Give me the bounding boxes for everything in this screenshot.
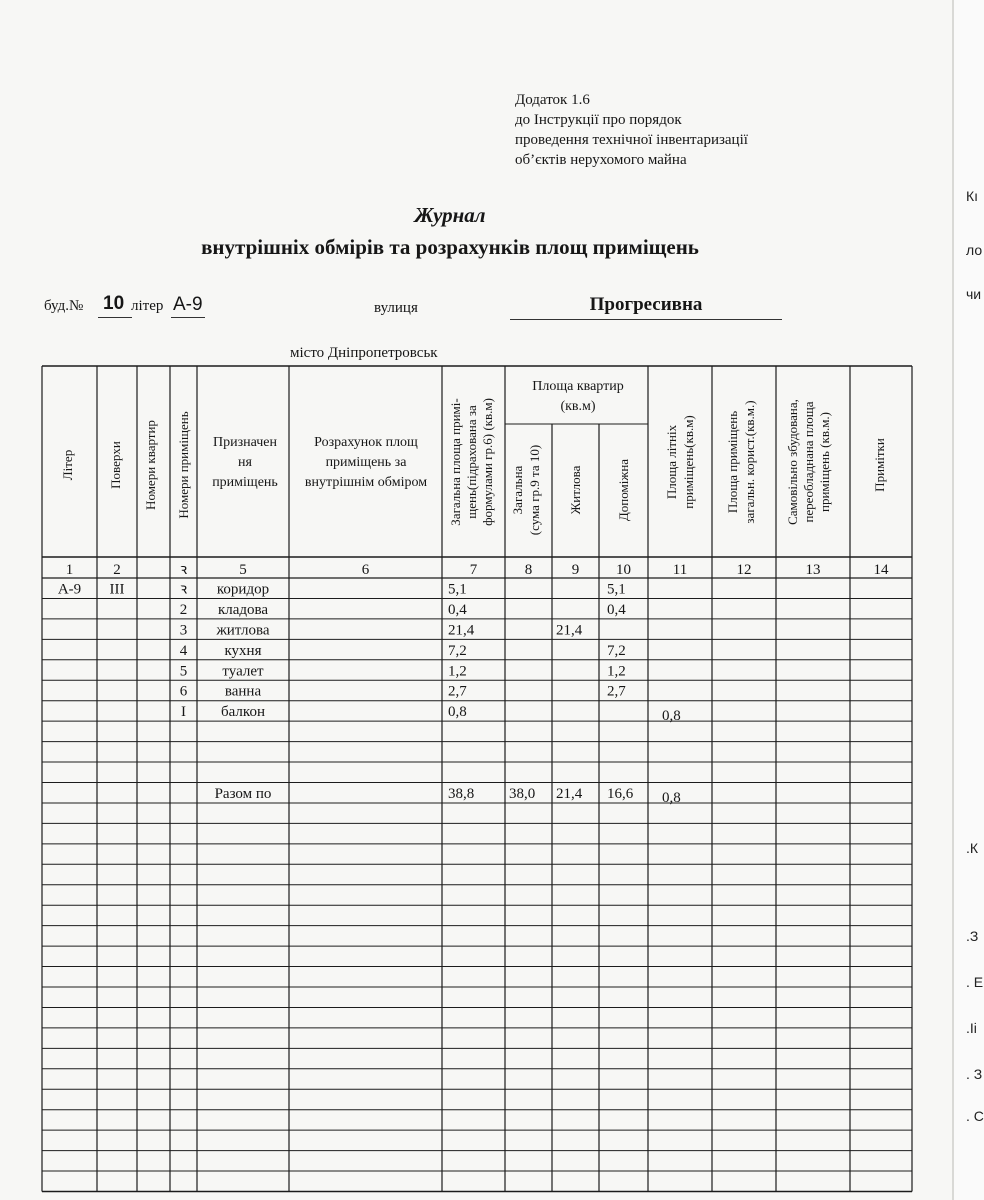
header-floors: Поверхи — [108, 441, 123, 489]
street-value: Прогресивна — [589, 294, 703, 315]
street-label: вулиця — [374, 300, 418, 316]
edge-fragment-text: ло — [966, 242, 983, 258]
column-number: 9 — [571, 562, 580, 578]
header-purpose: приміщень — [212, 475, 278, 490]
cell-purpose: Разом по — [214, 785, 272, 802]
cell-total-area: 5,1 — [448, 581, 467, 598]
cell-apartment-total: 38,0 — [509, 785, 536, 802]
cell-total-area: 1,2 — [448, 663, 467, 680]
cell-room-number: 6 — [179, 683, 188, 700]
appendix-line: Додаток 1.6 — [515, 92, 590, 108]
column-number: ꝛ — [179, 562, 188, 578]
header-apartment-numbers: Номери квартир — [143, 420, 158, 510]
cell-total-area: 21,4 — [448, 622, 475, 639]
cell-purpose: ванна — [224, 683, 262, 700]
column-number: 7 — [469, 562, 478, 578]
column-number: 10 — [616, 562, 631, 578]
building-label: буд.№ — [44, 298, 84, 314]
cell-room-number: ꝛ — [179, 581, 188, 598]
document-subtitle: внутрішніх обмірів та розрахунків площ приміщень — [201, 235, 699, 259]
header-summer-area: приміщень(кв.м) — [681, 415, 696, 509]
header-purpose: ня — [238, 455, 252, 470]
header-calculation: Розрахунок площ — [314, 435, 418, 450]
header-apartment-total: (сума гр.9 та 10) — [527, 444, 542, 536]
cell-auxiliary-area: 1,2 — [607, 663, 626, 680]
edge-fragment-text: Кı — [966, 188, 979, 204]
header-apartment-area: (кв.м) — [560, 399, 596, 414]
edge-fragment-text: .Іі — [966, 1020, 977, 1036]
cell-auxiliary-area: 5,1 — [607, 581, 626, 598]
cell-living-area: 21,4 — [556, 622, 583, 639]
cell-summer-area: 0,8 — [662, 708, 681, 725]
cell-purpose: кухня — [224, 642, 262, 659]
cell-auxiliary-area: 2,7 — [607, 683, 626, 700]
header-liter: Літер — [60, 449, 75, 481]
cell-total-area: 0,4 — [448, 601, 467, 618]
edge-fragment-text: . Е — [966, 974, 984, 990]
column-number: 5 — [239, 562, 247, 578]
cell-living-area: 21,4 — [556, 785, 583, 802]
appendix-line: до Інструкції про порядок — [515, 112, 682, 128]
header-common-area: Площа приміщень — [725, 410, 740, 514]
cell-room-number: 4 — [179, 642, 188, 659]
appendix-line: проведення технічної інвентаризації — [515, 132, 748, 148]
city-label: місто Дніпропетровськ — [290, 345, 438, 361]
cell-total-area: 38,8 — [448, 785, 475, 802]
header-purpose: Призначен — [212, 435, 278, 450]
cell-liter: А-9 — [57, 581, 82, 598]
column-number: 8 — [524, 562, 533, 578]
header-room-numbers: Номери приміщень — [176, 411, 191, 519]
header-self-built: приміщень (кв.м.) — [817, 411, 832, 513]
header-apartment-total: Загальна — [510, 465, 525, 515]
header-total-area: щень(підрахована за — [464, 405, 479, 519]
edge-fragment-text: . З — [966, 1066, 983, 1082]
column-number: 6 — [361, 562, 370, 578]
table-cells — [58, 581, 681, 806]
header-self-built: Самовільно збудована, — [785, 399, 800, 525]
header-summer-area: Площа літніх — [664, 424, 679, 500]
header-calculation: внутрішнім обміром — [304, 475, 428, 490]
document-title: Журнал — [414, 203, 486, 227]
header-living: Житлова — [568, 465, 583, 515]
column-number: 14 — [873, 562, 889, 578]
header-apartment-area: Площа квартир — [532, 379, 624, 394]
cell-room-number: 3 — [179, 622, 188, 639]
header-common-area: загальн. корист.(кв.м.) — [742, 400, 757, 524]
cell-purpose: балкон — [221, 704, 265, 721]
cell-purpose: кладова — [217, 601, 269, 618]
header-notes: Примітки — [872, 438, 887, 492]
cell-summer-area: 0,8 — [662, 789, 681, 806]
letter-label: літер — [131, 298, 164, 314]
column-number: 12 — [736, 562, 752, 578]
cell-auxiliary-area: 0,4 — [607, 601, 626, 618]
cell-purpose: туалет — [222, 663, 264, 680]
edge-fragment-text: чи — [966, 286, 982, 302]
cell-room-number: 5 — [179, 663, 188, 680]
edge-fragment-text: .К — [966, 840, 979, 856]
header-calculation: приміщень за — [325, 455, 407, 470]
column-number: 11 — [672, 562, 688, 578]
edge-fragment-text: . С — [966, 1108, 984, 1124]
column-numbers — [66, 562, 889, 578]
cell-purpose: житлова — [216, 622, 270, 639]
header-total-area: Загальна площа примі- — [448, 398, 463, 526]
cell-total-area: 2,7 — [448, 683, 467, 700]
building-number: 10 — [103, 293, 125, 314]
header-self-built: переобладнана площа — [801, 401, 816, 523]
cell-auxiliary-area: 7,2 — [607, 642, 626, 659]
column-number: 1 — [65, 562, 74, 578]
header-auxiliary: Допоміжна — [616, 458, 631, 522]
cell-room-number: 2 — [179, 601, 188, 618]
cell-floor: III — [109, 581, 125, 598]
column-number: 2 — [113, 562, 121, 578]
cell-total-area: 7,2 — [448, 642, 467, 659]
appendix-line: об’єктів нерухомого майна — [515, 152, 687, 168]
cell-room-number: I — [181, 704, 186, 721]
cell-auxiliary-area: 16,6 — [607, 785, 634, 802]
letter-value: А-9 — [173, 294, 203, 315]
cell-purpose: коридор — [216, 581, 270, 598]
cell-total-area: 0,8 — [448, 704, 467, 721]
header-total-area: формулами гр.6) (кв.м) — [480, 398, 495, 526]
edge-fragment-text: .З — [966, 928, 979, 944]
column-number: 13 — [805, 562, 821, 578]
